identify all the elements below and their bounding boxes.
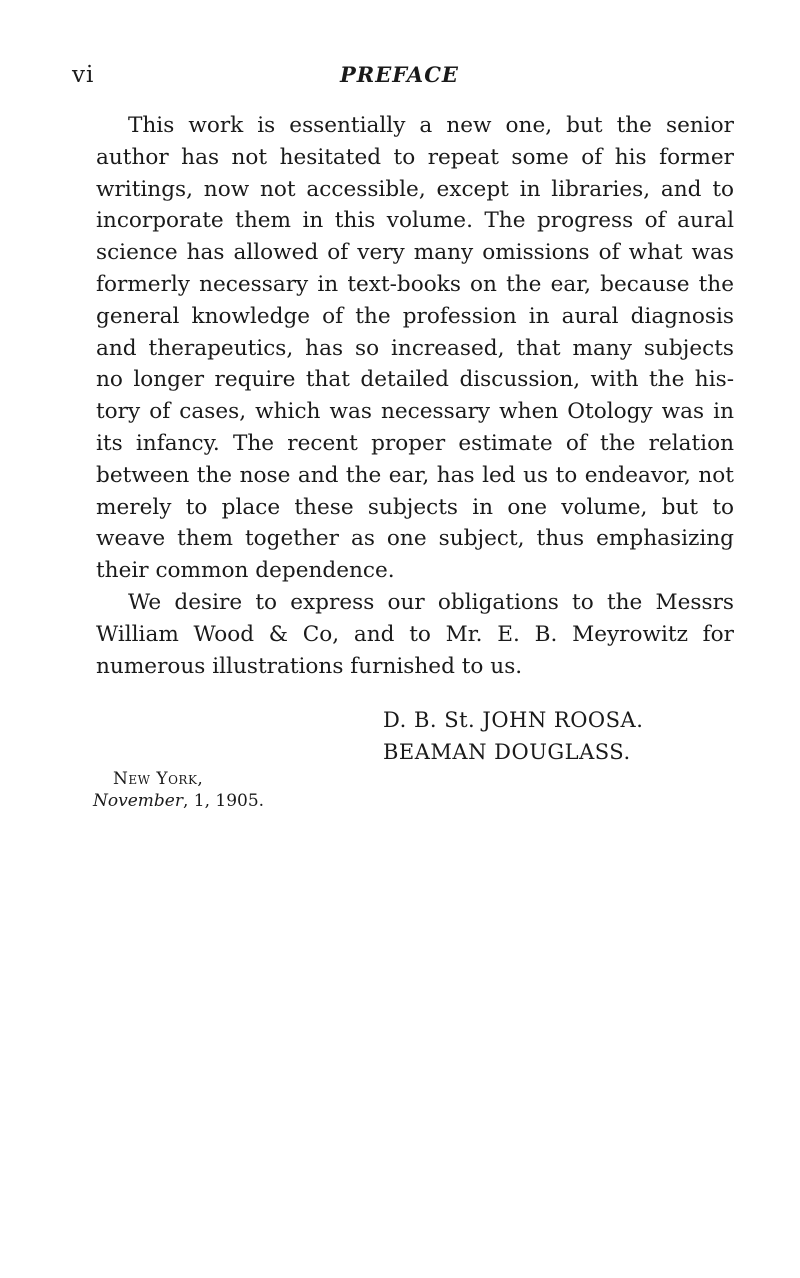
paragraph-2 — [64, 587, 734, 682]
text-line: between the nose and the ear, has led us to endeavor, not — [96, 462, 734, 488]
running-head: PREFACE — [340, 62, 459, 87]
text-line: We desire to express our obligations to the Messrs — [128, 589, 734, 615]
signature-roosa: D. B. St. JOHN ROOSA. — [383, 708, 644, 732]
text-line: tory of cases, which was necessary when Otology was in — [96, 399, 734, 425]
dateline — [93, 768, 264, 812]
preface-body — [64, 110, 734, 682]
text-line: weave them together as one subject, thus emphasizing — [96, 526, 734, 552]
text-line: incorporate them in this volume. The progress of aural — [96, 208, 734, 234]
text-line: their common dependence. — [96, 558, 395, 584]
dateline-place: New York, — [113, 769, 204, 789]
signature-douglass: BEAMAN DOUGLASS. — [383, 740, 631, 764]
signature-block — [383, 704, 643, 768]
text-line: formerly necessary in text-books on the ear, because the — [96, 271, 734, 297]
page-number: vi — [72, 62, 95, 88]
text-line: no longer require that detailed discussion, with the his- — [96, 367, 734, 393]
dateline-month: November — [93, 791, 183, 811]
text-line: numerous illustrations furnished to us. — [96, 653, 523, 679]
dateline-date — [93, 790, 264, 812]
text-line: science has allowed of very many omissions of what was — [96, 240, 734, 266]
text-line: author has not hesitated to repeat some of his former — [96, 144, 734, 170]
text-line: its infancy. The recent proper estimate of the relation — [96, 430, 734, 456]
text-line: William Wood & Co, and to Mr. E. B. Meyrowitz for — [96, 621, 734, 647]
text-line: and therapeutics, has so increased, that many subjects — [96, 335, 734, 361]
text-line: writings, now not accessible, except in libraries, and to — [96, 176, 734, 202]
dateline-day-year: , 1, 1905. — [182, 791, 265, 811]
text-line: This work is essentially a new one, but the senior — [128, 113, 734, 138]
text-line: merely to place these subjects in one volume, but to — [96, 494, 734, 520]
text-line: general knowledge of the profession in aural diagnosis — [96, 303, 734, 329]
paragraph-1 — [64, 110, 734, 587]
